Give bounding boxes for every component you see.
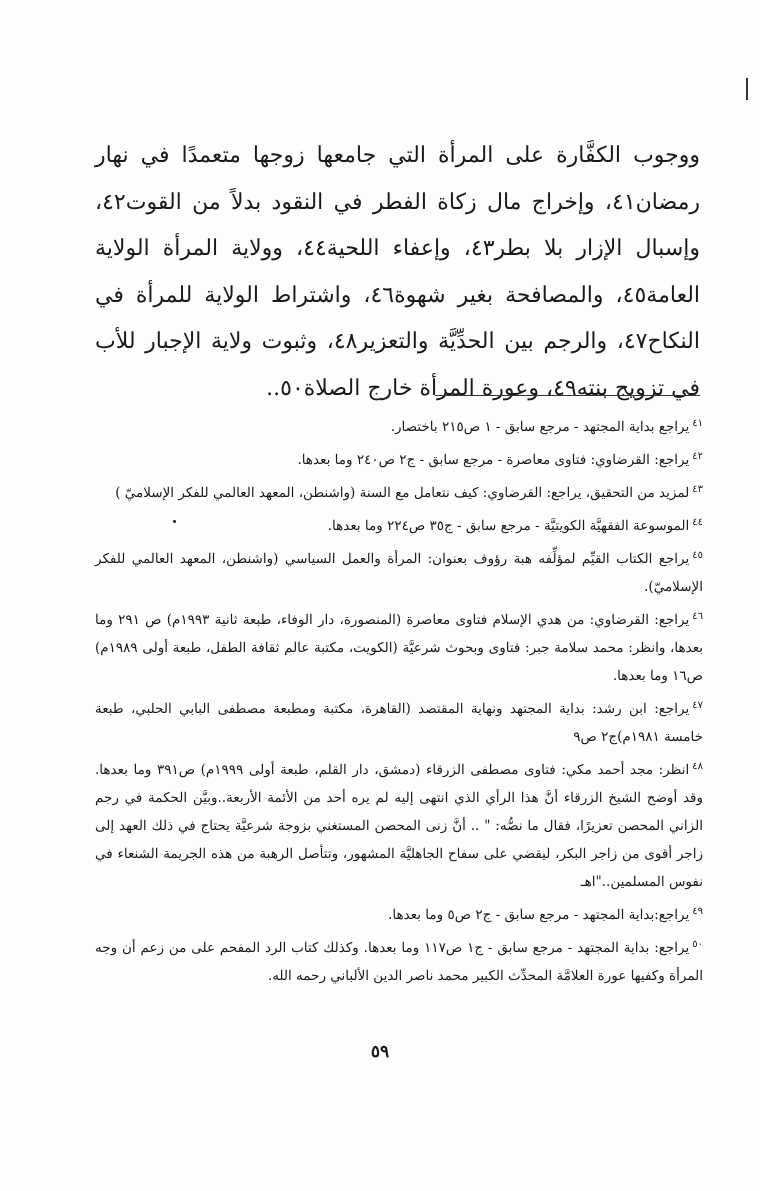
footnote-number: ٤٨: [692, 760, 703, 772]
footnote-49: [95, 901, 703, 929]
footnote-text: لمزيد من التحقيق، يراجع: القرضاوي: كيف نتعامل مع السنة (واشنطن، المعهد العالمي للفكر الإسلاميّ ): [115, 485, 690, 501]
footnote-47: [95, 695, 703, 751]
main-text: [95, 133, 700, 412]
page-number: ٥٩: [370, 1042, 390, 1062]
footnote-45: [95, 545, 703, 601]
footnote-number: ٤١: [692, 417, 703, 429]
footnote-separator: [435, 395, 700, 396]
footnote-number: ٤٩: [692, 905, 703, 917]
footnote-number: ٥٠: [692, 938, 703, 950]
footnote-text: يراجع:بداية المجتهد - مرجع سابق - ج٢ ص٥ وما بعدها.: [388, 907, 690, 923]
footnote-number: ٤٧: [692, 699, 703, 711]
footnote-text: انظر: مجد أحمد مكي: فتاوى مصطفى الزرقاء (دمشق، دار القلم، طبعة أولى ١٩٩٩م) ص٣٩١ وما بعدها. وقد أوضح الشيخ الزرقاء أنَّ هذا الرأي الذي انتهى إليه لم يره أحد من الأئمة الأربعة..وبيَّن الحكمة في رجم الزاني المحصن تعزيرًا، فقال ما نصُّه: " .. أنَّ زنى المحصن المستغني بزوجة شرعيَّة يحتاج في ذلك العهد إلى زاجر أقوى من زاجر البكر، ليقضي على سفاح الجاهليَّة المشهور، وتتأصل الرهبة من هذه الجريمة الشنعاء في نفوس المسلمين.."اهـ: [95, 762, 703, 890]
footnote-number: ٤٤: [692, 516, 703, 528]
footnote-46: [95, 606, 703, 690]
footnote-text: يراجع: بداية المجتهد - مرجع سابق - ج١ ص١١٧ وما بعدها. وكذلك كتاب الرد المفحم على من زعم أن وجه المرأة وكفيها عورة العلامَّة المحدِّث الكبير محمد ناصر الدين الألباني رحمه الله.: [95, 940, 703, 984]
footnote-number: ٤٢: [692, 450, 703, 462]
footnote-text: يراجع: القرضاوي: فتاوى معاصرة - مرجع سابق - ج٢ ص٢٤٠ وما بعدها.: [297, 452, 690, 468]
footnote-text: الموسوعة الفقهيَّة الكويتيَّة - مرجع سابق - ج٣٥ ص٢٢٤ وما بعدها.: [327, 518, 690, 534]
footnote-number: ٤٥: [692, 549, 703, 561]
footnote-44: [95, 512, 703, 540]
footnote-text: يراجع بداية المجتهد - مرجع سابق - ١ ص٢١٥ باختصار.: [390, 419, 690, 435]
footnotes: [95, 413, 703, 995]
footnote-number: ٤٣: [692, 483, 703, 495]
page-edge-mark: [746, 78, 748, 100]
footnote-41: [95, 413, 703, 441]
footnote-text: يراجع الكتاب القيِّم لمؤلِّفه هبة رؤوف بعنوان: المرأة والعمل السياسي (واشنطن، المعهد العالمي للفكر الإسلاميّ).: [95, 551, 703, 595]
footnote-text: يراجع: ابن رشد: بداية المجتهد ونهاية المقتصد (القاهرة، مكتبة ومطبعة مصطفى البابي الحلبي، طبعة خامسة ١٩٨١م)ج٢ ص٩: [95, 701, 703, 745]
footnote-number: ٤٦: [692, 610, 704, 622]
footnote-50: [95, 934, 703, 990]
stray-dot: [173, 520, 176, 523]
footnote-48: [95, 756, 703, 896]
body-paragraph: ووجوب الكفَّارة على المرأة التي جامعها زوجها متعمدًا في نهار رمضان٤١، وإخراج مال زكاة الفطر في النقود بدلاً من القوت٤٢، وإسبال الإزار بلا بطر٤٣، وإعفاء اللحية٤٤، وولاية المرأة الولاية العامة٤٥، والمصافحة بغير شهوة٤٦، واشتراط الولاية للمرأة في النكاح٤٧، والرجم بين الحدِّيَّة والتعزير٤٨، وثبوت ولاية الإجبار للأب في تزويج بنته٤٩، وعورة المرأة خارج الصلاة٥٠..: [95, 143, 701, 401]
footnote-42: [95, 446, 703, 474]
footnote-43: [95, 479, 703, 507]
footnote-text: يراجع: القرضاوي: من هدي الإسلام فتاوى معاصرة (المنصورة، دار الوفاء، طبعة ثانية ١٩٩٣م) ص ٢٩١ وما بعدها، وانظر: محمد سلامة جبر: فتاوى وبحوث شرعيَّة (الكويت، مكتبة عالم ثقافة الطفل، طبعة أولى ١٩٨٩م) ص١٦ وما بعدها.: [95, 612, 703, 684]
